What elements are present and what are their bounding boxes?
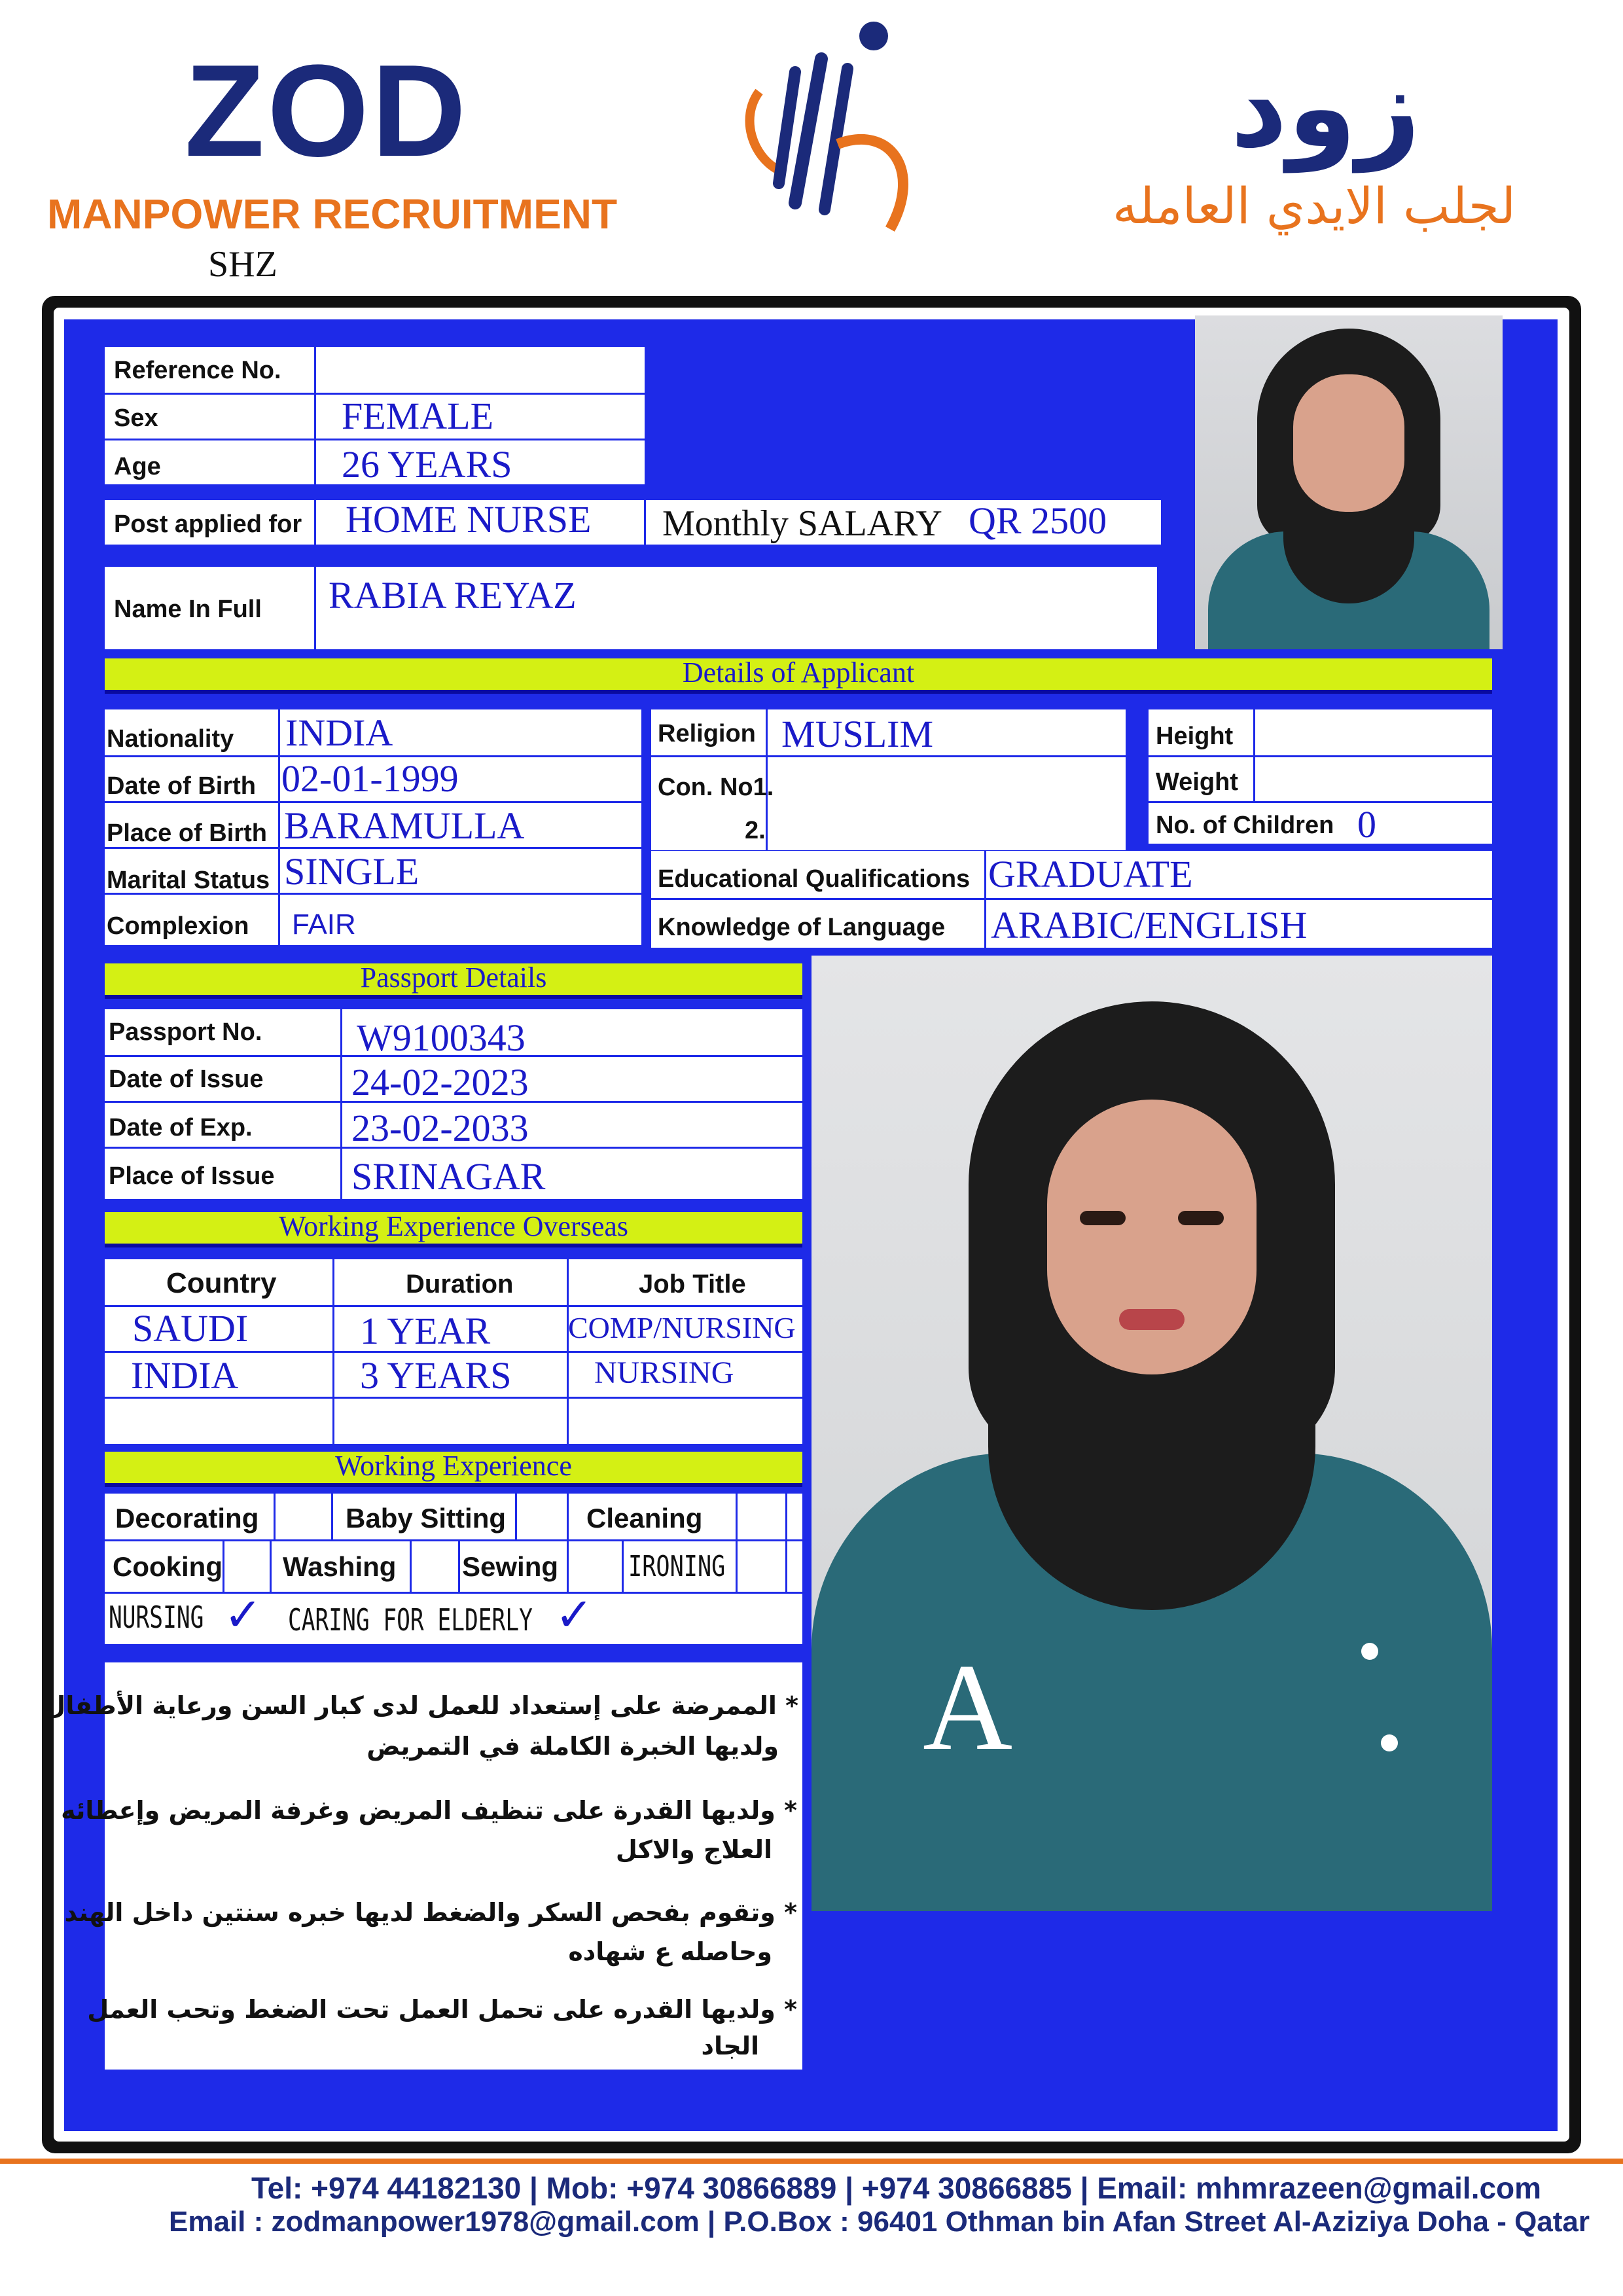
religion-label: Religion	[658, 720, 756, 747]
logo-subtitle-en: MANPOWER RECRUITMENT	[47, 190, 618, 238]
overseas-row1-jobtitle: COMP/NURSING	[568, 1311, 796, 1344]
language-value: ARABIC/ENGLISH	[991, 904, 1308, 946]
pob-value: BARAMULLA	[284, 804, 525, 847]
salary-label: Monthly SALARY	[662, 503, 942, 544]
note-1-line-2: ولديها الخبرة الكاملة في التمريض	[366, 1732, 779, 1761]
pob-label: Place of Birth	[107, 819, 267, 847]
skill-cooking: Cooking	[113, 1551, 223, 1582]
passport-issue-value: 24-02-2023	[351, 1061, 529, 1103]
footer-contact-line-2: Email : zodmanpower1978@gmail.com | P.O.Box : 96401 Othman bin Afan Street Al-Aziziya Doha - Qatar	[169, 2206, 1590, 2238]
passport-place-label: Place of Issue	[109, 1162, 275, 1190]
post-label: Post applied for	[114, 511, 302, 538]
skill-washing: Washing	[283, 1551, 397, 1582]
age-label: Age	[114, 453, 161, 480]
overseas-row1-country: SAUDI	[132, 1307, 249, 1350]
skill-baby-sitting: Baby Sitting	[346, 1503, 507, 1534]
con1-label: Con. No1.	[658, 774, 774, 801]
con2-label: 2.	[745, 817, 766, 844]
elderly-check-icon: ✓	[555, 1589, 594, 1640]
note-1-line-1: * الممرضة على إستعداد للعمل لدى كبار السن ورعاية الأطفال	[44, 1691, 798, 1720]
small-photo	[1195, 315, 1503, 649]
overseas-header-duration: Duration	[406, 1270, 514, 1299]
weight-label: Weight	[1156, 768, 1238, 796]
marital-value: SINGLE	[284, 850, 419, 893]
skill-caring-elderly: CARING FOR ELDERLY	[288, 1602, 533, 1638]
brand-figure-icon	[733, 13, 929, 242]
passport-exp-value: 23-02-2033	[351, 1107, 529, 1149]
age-value: 26 YEARS	[342, 443, 512, 486]
section-banner-applicant: Details of Applicant	[105, 658, 1492, 694]
overseas-row1-duration: 1 YEAR	[360, 1310, 491, 1352]
education-value: GRADUATE	[988, 853, 1193, 895]
overseas-header-country: Country	[166, 1267, 277, 1299]
skill-decorating: Decorating	[115, 1503, 259, 1534]
children-value: 0	[1357, 803, 1376, 846]
note-4-line-2: الجاد	[701, 2032, 759, 2060]
section-banner-experience: Working Experience	[105, 1452, 802, 1487]
passport-no-label: Passport No.	[109, 1018, 262, 1046]
logo-subtitle-ar: لجلب الايدي العامله	[1113, 177, 1516, 235]
children-label: No. of Children	[1156, 812, 1334, 839]
reference-label: Reference No.	[114, 357, 281, 384]
section-banner-passport: Passport Details	[105, 963, 802, 999]
name-label: Name In Full	[114, 596, 262, 623]
footer-divider	[0, 2159, 1623, 2164]
height-label: Height	[1156, 723, 1234, 750]
religion-value: MUSLIM	[781, 713, 934, 755]
nationality-value: INDIA	[285, 711, 393, 754]
passport-no-value: W9100343	[357, 1016, 526, 1059]
name-value: RABIA REYAZ	[329, 574, 577, 617]
sex-value: FEMALE	[342, 395, 493, 437]
skill-nursing: NURSING	[109, 1600, 204, 1635]
section-banner-overseas: Working Experience Overseas	[105, 1212, 802, 1247]
name-row	[105, 567, 1157, 649]
overseas-row2-country: INDIA	[131, 1354, 239, 1397]
overseas-row2-jobtitle: NURSING	[594, 1355, 734, 1390]
logo-arabic-text: زود	[1230, 43, 1421, 173]
dob-value: 02-01-1999	[281, 757, 459, 800]
note-2-line-1: * ولديها القدرة على تنظيف المريض وغرفة المريض وإعطائه	[61, 1796, 797, 1825]
logo-zod-text: ZOD	[185, 38, 469, 184]
footer-contact-line-1: Tel: +974 44182130 | Mob: +974 30866889 | +974 30866885 | Email: mhmrazeen@gmail.com	[251, 2171, 1542, 2205]
dob-label: Date of Birth	[107, 772, 256, 800]
note-3-line-2: وحاصله ع شهاده	[568, 1937, 772, 1966]
post-value: HOME NURSE	[346, 498, 592, 541]
document-code: SHZ	[208, 244, 277, 285]
skill-sewing: Sewing	[462, 1551, 559, 1582]
passport-exp-label: Date of Exp.	[109, 1114, 253, 1141]
passport-issue-label: Date of Issue	[109, 1066, 264, 1093]
large-photo: A	[812, 956, 1492, 1911]
note-4-line-1: * ولديها القدره على تحمل العمل تحت الضغط وتحب العمل	[87, 1995, 797, 2024]
overseas-header-jobtitle: Job Title	[639, 1270, 746, 1299]
nursing-check-icon: ✓	[224, 1589, 262, 1640]
passport-place-value: SRINAGAR	[351, 1155, 546, 1198]
note-2-line-2: العلاج والاكل	[615, 1835, 772, 1864]
marital-label: Marital Status	[107, 867, 270, 894]
overseas-row2-duration: 3 YEARS	[360, 1354, 512, 1397]
note-3-line-1: * وتقوم بفحص السكر والضغط لديها خبره سنتين داخل الهند	[64, 1898, 797, 1927]
education-label: Educational Qualifications	[658, 865, 971, 893]
skill-cleaning: Cleaning	[586, 1503, 703, 1534]
language-label: Knowledge of Language	[658, 914, 946, 941]
complexion-label: Complexion	[107, 912, 249, 940]
nationality-label: Nationality	[107, 725, 234, 753]
sex-label: Sex	[114, 404, 158, 432]
skill-ironing: IRONING	[628, 1550, 726, 1583]
complexion-value: FAIR	[292, 908, 356, 941]
salary-value: QR 2500	[969, 499, 1107, 542]
